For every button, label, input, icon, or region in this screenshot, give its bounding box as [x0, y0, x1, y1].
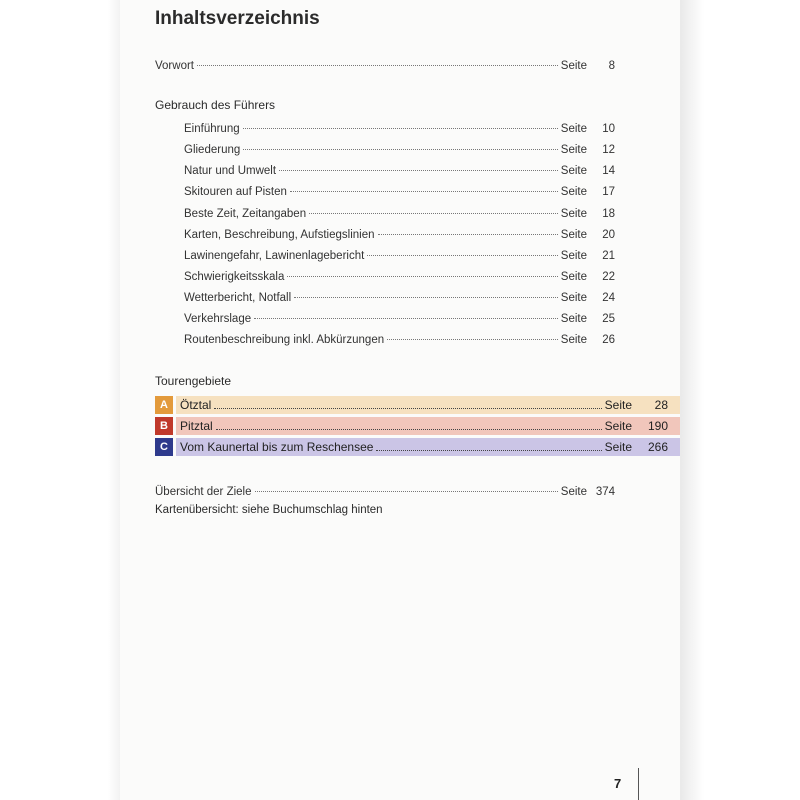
dot-leader [255, 491, 558, 492]
kartenuebersicht-note: Kartenübersicht: siehe Buchumschlag hinten [155, 504, 383, 516]
toc-entry-label: Skitouren auf Pisten [184, 186, 287, 198]
dot-leader [309, 213, 558, 214]
toc-entry[interactable] [184, 227, 615, 243]
toc-page-number: 12 [602, 144, 615, 156]
toc-seite-label: Seite [560, 165, 587, 177]
toc-seite-label: Seite [560, 486, 587, 498]
toc-entry-label: Routenbeschreibung inkl. Abkürzungen [184, 334, 385, 346]
section-heading-tourengebiete: Tourengebiete [155, 374, 232, 388]
toc-entry-label: Wetterbericht, Notfall [184, 292, 292, 304]
toc-entry-label: Beste Zeit, Zeitangaben [184, 208, 307, 220]
toc-entry-vorwort[interactable] [155, 58, 615, 74]
toc-page-number: 17 [602, 186, 615, 198]
dot-leader [387, 339, 558, 340]
toc-entry-label: Gliederung [184, 144, 241, 156]
toc-entry[interactable] [184, 142, 615, 158]
toc-seite-label: Seite [560, 292, 587, 304]
tour-letter-badge: A [155, 396, 173, 414]
dot-leader [216, 429, 602, 430]
toc-entry[interactable] [184, 290, 615, 306]
dot-leader [367, 255, 557, 256]
dot-leader [287, 276, 557, 277]
dot-leader [243, 128, 558, 129]
dot-leader [294, 297, 558, 298]
toc-entry-label: Schwierigkeitsskala [184, 271, 285, 283]
tour-entry-pitztal[interactable] [155, 417, 680, 435]
toc-page-number: 14 [602, 165, 615, 177]
toc-entry[interactable] [184, 311, 615, 327]
section-heading-gebrauch: Gebrauch des Führers [155, 98, 276, 112]
toc-page-number: 20 [602, 229, 615, 241]
toc-page-number: 18 [602, 208, 615, 220]
toc-entry-label: Lawinengefahr, Lawinenlagebericht [184, 250, 365, 262]
toc-page-number: 28 [654, 398, 668, 412]
toc-entry-label: Verkehrslage [184, 313, 252, 325]
toc-seite-label: Seite [560, 229, 587, 241]
toc-page-number: 25 [602, 313, 615, 325]
toc-seite-label: Seite [560, 60, 587, 72]
tour-letter-badge: B [155, 417, 173, 435]
page-left-margin [0, 0, 120, 800]
toc-seite-label: Seite [604, 419, 632, 433]
toc-seite-label: Seite [560, 208, 587, 220]
toc-entry[interactable] [184, 248, 615, 264]
dot-leader [254, 318, 558, 319]
page-title: Inhaltsverzeichnis [155, 8, 320, 29]
toc-entry-label: Übersicht der Ziele [155, 486, 252, 498]
toc-entry[interactable] [184, 163, 615, 179]
toc-entry[interactable] [184, 184, 615, 200]
toc-page-number: 22 [602, 271, 615, 283]
toc-seite-label: Seite [560, 313, 587, 325]
tour-bar [176, 438, 680, 456]
toc-entry[interactable] [184, 332, 615, 348]
toc-page-number: 10 [602, 123, 615, 135]
toc-entry[interactable] [184, 206, 615, 222]
tour-label: Vom Kaunertal bis zum Reschensee [180, 440, 374, 454]
toc-entry[interactable] [184, 121, 615, 137]
toc-page-number: 21 [602, 250, 615, 262]
dot-leader [243, 149, 558, 150]
toc-page-number: 26 [602, 334, 615, 346]
tour-letter-badge: C [155, 438, 173, 456]
tour-entry-kaunertal[interactable] [155, 438, 680, 456]
toc-seite-label: Seite [560, 250, 587, 262]
page-number: 7 [614, 776, 622, 791]
toc-seite-label: Seite [560, 334, 587, 346]
toc-page-number: 266 [647, 440, 668, 454]
dot-leader [214, 408, 601, 409]
toc-seite-label: Seite [560, 123, 587, 135]
dot-leader [279, 170, 558, 171]
tour-bar [176, 396, 680, 414]
toc-seite-label: Seite [560, 271, 587, 283]
tour-entry-oetztal[interactable] [155, 396, 680, 414]
page-number-rule [638, 768, 639, 800]
page-right-margin [680, 0, 800, 800]
toc-page-number: 190 [647, 419, 668, 433]
tour-label: Pitztal [180, 419, 213, 433]
toc-entry-label: Karten, Beschreibung, Aufstiegslinien [184, 229, 375, 241]
toc-page-number: 8 [608, 60, 615, 72]
dot-leader [376, 450, 601, 451]
toc-seite-label: Seite [560, 186, 587, 198]
toc-seite-label: Seite [560, 144, 587, 156]
tour-label: Ötztal [180, 398, 212, 412]
toc-seite-label: Seite [604, 440, 632, 454]
toc-page-number: 24 [602, 292, 615, 304]
toc-page-number: 374 [595, 486, 615, 498]
toc-seite-label: Seite [604, 398, 632, 412]
toc-entry-uebersicht[interactable] [155, 484, 615, 500]
toc-entry[interactable] [184, 269, 615, 285]
toc-entry-label: Natur und Umwelt [184, 165, 277, 177]
toc-entry-label: Vorwort [155, 60, 194, 72]
dot-leader [378, 234, 558, 235]
dot-leader [197, 65, 558, 66]
dot-leader [290, 191, 558, 192]
tour-bar [176, 417, 680, 435]
toc-entry-label: Einführung [184, 123, 240, 135]
